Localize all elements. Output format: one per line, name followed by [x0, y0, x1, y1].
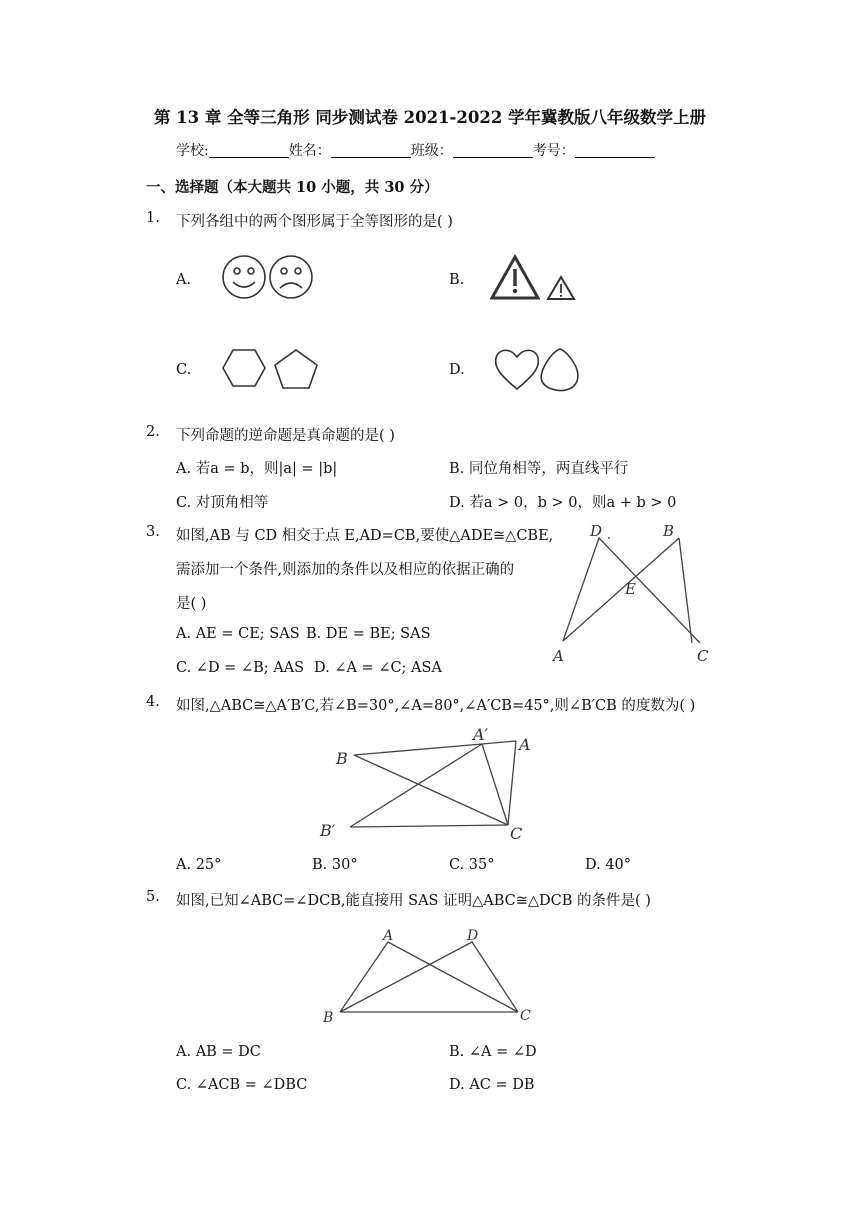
q3-number: 3.: [146, 524, 160, 540]
q3-label-e: E: [625, 580, 636, 598]
tilted-heart-icon: [541, 349, 578, 391]
q5-label-a: A: [383, 928, 394, 944]
q5-label-d: D: [467, 928, 479, 944]
q3-option-b[interactable]: B. DE = BE; SAS: [306, 626, 431, 642]
q3-text-line3: 是( ): [176, 596, 207, 612]
q2-number: 2.: [146, 424, 160, 440]
q3-label-b: B: [663, 522, 675, 540]
q3-figure: [548, 518, 718, 666]
q3-option-c[interactable]: C. ∠D = ∠B; AAS: [176, 660, 305, 676]
small-warning-triangle-icon: [548, 277, 574, 299]
q3-label-a: A: [553, 647, 564, 665]
q1-option-c-figure: [220, 345, 325, 393]
section-heading: 一、选择题（本大题共 10 小题，共 30 分）: [146, 179, 439, 196]
q5-option-d[interactable]: D. AC = DB: [449, 1077, 535, 1093]
q5-text: 如图,已知∠ABC=∠DCB,能直接用 SAS 证明△ABC≅△DCB 的条件是( ): [176, 893, 651, 909]
q1-option-b-figure: [490, 254, 580, 302]
q4-label-c: C: [510, 824, 523, 843]
q1-option-a-figure: [220, 252, 320, 302]
q5-option-b[interactable]: B. ∠A = ∠D: [449, 1044, 537, 1060]
q2-text: 下列命题的逆命题是真命题的是( ): [176, 428, 395, 444]
class-label: 班级：: [410, 143, 453, 159]
q4-option-a[interactable]: A. 25°: [176, 857, 222, 873]
q2-option-a[interactable]: A. 若a = b，则|a| = |b|: [176, 461, 338, 477]
q4-option-c[interactable]: C. 35°: [449, 857, 495, 873]
q4-option-b[interactable]: B. 30°: [312, 857, 358, 873]
name-blank[interactable]: [331, 143, 411, 158]
q3-option-d[interactable]: D. ∠A = ∠C; ASA: [314, 660, 442, 676]
q1-option-a-label[interactable]: A.: [176, 272, 192, 288]
school-label: 学校:: [176, 143, 209, 159]
q4-option-d[interactable]: D. 40°: [585, 857, 632, 873]
q4-label-a: A: [519, 735, 531, 754]
q1-option-c-label[interactable]: C.: [176, 362, 192, 378]
exam-no-label: 考号：: [532, 143, 575, 159]
q3-text-line1: 如图,AB 与 CD 相交于点 E,AD=CB,要使△ADE≅△CBE,: [176, 528, 554, 544]
q5-label-b: B: [323, 1010, 334, 1026]
q2-option-c[interactable]: C. 对顶角相等: [176, 495, 269, 511]
q4-figure: [320, 722, 540, 844]
q2-option-d[interactable]: D. 若a > 0，b > 0，则a + b > 0: [449, 495, 677, 511]
q4-number: 4.: [146, 694, 160, 710]
q5-option-c[interactable]: C. ∠ACB = ∠DBC: [176, 1077, 308, 1093]
name-label: 姓名：: [288, 143, 331, 159]
school-blank[interactable]: [209, 143, 289, 158]
exam-no-blank[interactable]: [575, 143, 655, 158]
q1-option-d-figure: [492, 345, 592, 395]
warning-triangle-icon: [492, 257, 538, 298]
pentagon-icon: [275, 350, 317, 388]
q3-label-d: D: [590, 522, 603, 540]
q5-label-c: C: [520, 1008, 531, 1024]
hexagon-icon: [223, 350, 265, 386]
class-blank[interactable]: [453, 143, 533, 158]
q4-label-b-prime: B′: [320, 821, 336, 840]
heart-icon: [496, 350, 539, 389]
q1-text: 下列各组中的两个图形属于全等图形的是( ): [176, 214, 453, 230]
q4-label-b: B: [336, 749, 348, 768]
page-title: 第 13 章 全等三角形 同步测试卷 2021-2022 学年冀教版八年级数学上册: [153, 108, 707, 127]
q1-number: 1.: [146, 210, 160, 226]
sad-face-icon: [270, 256, 312, 298]
q3-text-line2: 需添加一个条件,则添加的条件以及相应的依据正确的: [176, 562, 515, 578]
q4-text: 如图,△ABC≅△A′B′C,若∠B=30°,∠A=80°,∠A′CB=45°,则∠B′CB 的度数为( ): [176, 698, 696, 714]
smiling-face-icon: [223, 256, 265, 298]
q5-figure: [320, 926, 540, 1026]
q2-option-b[interactable]: B. 同位角相等，两直线平行: [449, 461, 629, 477]
q4-label-a-prime: A′: [473, 725, 489, 744]
q5-number: 5.: [146, 889, 160, 905]
q1-option-b-label[interactable]: B.: [449, 272, 465, 288]
student-info-line: [176, 140, 655, 160]
q1-option-d-label[interactable]: D.: [449, 362, 465, 378]
q3-label-c: C: [697, 647, 709, 665]
q3-option-a[interactable]: A. AE = CE; SAS: [176, 626, 300, 642]
q5-option-a[interactable]: A. AB = DC: [176, 1044, 261, 1060]
